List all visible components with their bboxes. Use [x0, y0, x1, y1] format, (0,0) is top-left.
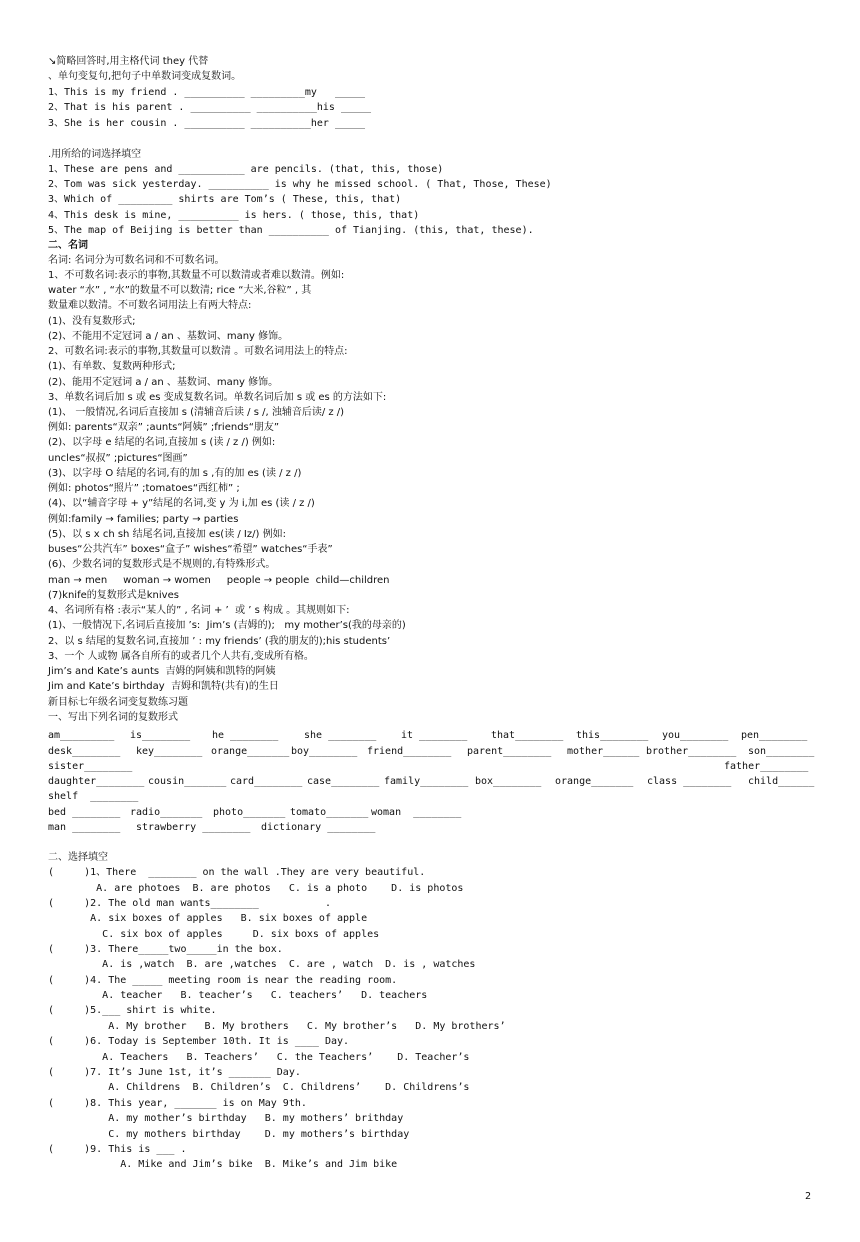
plural-item: boy________: [291, 746, 358, 757]
choose-line: 5、The map of Beijing is better than __________ of Tianjing. (this, that, these).: [48, 225, 534, 236]
noun-line: (6)、少数名词的复数形式是不规则的,有特殊形式。: [48, 559, 276, 570]
plural-item: father________: [724, 761, 809, 772]
plural-item: woman ________: [371, 807, 462, 818]
header-line: 2、That is his parent . __________ __________his _____: [48, 102, 372, 113]
plural-item: case________: [307, 776, 380, 787]
header-line: 1、This is my friend . __________ _________my _____: [48, 87, 366, 98]
noun-line: (4)、以“辅音字母 + y”结尾的名词,变 y 为 i,加 es (读 / z /): [48, 498, 315, 509]
plural-item: bed ________: [48, 807, 121, 818]
noun-line: uncles“叔叔” ;pictures“图画”: [48, 453, 188, 464]
plural-item: box________: [475, 776, 542, 787]
noun-line: (2)、能用不定冠词 a / an 、基数词、many 修饰。: [48, 377, 279, 388]
mc-line: ( )5.___ shirt is white.: [48, 1005, 217, 1016]
plural-row: [48, 806, 812, 819]
choose-line: 4、This desk is mine, __________ is hers. ( those, this, that): [48, 210, 420, 221]
noun-line: man → men woman → women people → people child—children: [48, 575, 390, 586]
mc-line: ( )9. This is ___ .: [48, 1144, 187, 1155]
plural-row: [48, 775, 815, 788]
header-line: 3、She is her cousin . __________ __________her _____: [48, 118, 366, 129]
noun-line: (2)、不能用不定冠词 a / an 、基数词、many 修饰。: [48, 331, 289, 342]
plural-item: you________: [662, 730, 729, 741]
noun-line: (1)、没有复数形式;: [48, 316, 136, 327]
plural-row: [48, 729, 812, 742]
noun-line: 2、以 s 结尾的复数名词,直接加 ’ : my friends’ (我的朋友的);his students’: [48, 636, 391, 647]
mc-line: ( )3. There_____two_____in the box.: [48, 944, 283, 955]
plural-item: strawberry ________: [136, 822, 251, 833]
mc-line: A. Mike and Jim’s bike B. Mike’s and Jim bike: [48, 1159, 398, 1170]
mc-line: ( )8. This year, _______ is on May 9th.: [48, 1098, 307, 1109]
plural-row: [48, 760, 812, 773]
page-number: 2: [805, 1191, 812, 1202]
plural-item: family________: [384, 776, 469, 787]
mc-line: A. my mother’s birthday B. my mothers’ brithday: [48, 1113, 404, 1124]
noun-line: 数量难以数清。不可数名词用法上有两大特点:: [48, 300, 252, 311]
plural-item: card________: [230, 776, 303, 787]
mc-line: A. Childrens B. Children’s C. Childrens’ D. Childrens’s: [48, 1082, 470, 1093]
noun-line: (1)、一般情况下,名词后直接加 ’s: Jim’s (吉姆的); my mother’s(我的母亲的): [48, 620, 406, 631]
plural-item: he ________: [212, 730, 279, 741]
mc-line: ( )1、There ________ on the wall .They are very beautiful.: [48, 867, 426, 878]
plural-row: [48, 745, 815, 758]
noun-line: Jim and Kate’s birthday 吉姆和凯特(共有)的生日: [48, 681, 279, 692]
plural-row: [48, 790, 812, 803]
plural-item: desk________: [48, 746, 121, 757]
noun-line: 例如: photos“照片” ;tomatoes“西红柿” ;: [48, 483, 240, 494]
plural-item: mother______: [567, 746, 640, 757]
plural-item: daughter________: [48, 776, 145, 787]
mc-line: A. Teachers B. Teachers’ C. the Teachers’ D. Teacher’s: [48, 1052, 470, 1063]
mc-line: ( )6. Today is September 10th. It is ____ Day.: [48, 1036, 350, 1047]
plural-item: class ________: [647, 776, 732, 787]
plural-item: key________: [136, 746, 203, 757]
mc-line: A. six boxes of apples B. six boxes of apple: [48, 913, 368, 924]
noun-line: (3)、以字母 O 结尾的名词,有的加 s ,有的加 es (读 / z /): [48, 468, 302, 479]
choose-line: 1、These are pens and ___________ are pencils. (that, this, those): [48, 164, 444, 175]
noun-line: 新目标七年级名词变复数练习题: [48, 697, 188, 708]
plural-item: radio_______: [130, 807, 203, 818]
noun-line: 例如:family → families; party → parties: [48, 514, 239, 525]
plural-item: cousin_______: [148, 776, 227, 787]
mc-line: ( )2. The old man wants________ .: [48, 898, 331, 909]
mc-line: C. six box of apples D. six boxs of apples: [48, 929, 380, 940]
plural-item: am_________: [48, 730, 115, 741]
noun-line: (1)、有单数、复数两种形式;: [48, 361, 176, 372]
plural-row: [48, 821, 812, 834]
section-title-nouns: 二、名词: [48, 240, 88, 251]
noun-line: buses“公共汽车” boxes“盒子” wishes“希望” watches“手表”: [48, 544, 333, 555]
plural-item: friend________: [367, 746, 452, 757]
noun-line: Jim’s and Kate’s aunts 吉姆的阿姨和凯特的阿姨: [48, 666, 276, 677]
plural-item: son________: [748, 746, 815, 757]
noun-line: 3、单数名词后加 s 或 es 变成复数名词。单数名词后加 s 或 es 的方法如下:: [48, 392, 387, 403]
plural-item: orange_______: [211, 746, 290, 757]
noun-line: 名词: 名词分为可数名词和不可数名词。: [48, 255, 225, 266]
choose-line: 2、Tom was sick yesterday. __________ is why he missed school. ( That, Those, These): [48, 179, 552, 190]
noun-line: (1)、 一般情况,名词后直接加 s (清辅音后读 / s /, 浊辅音后读/ z /): [48, 407, 345, 418]
plural-item: man ________: [48, 822, 121, 833]
mc-line: A. are photoes B. are photos C. is a photo D. is photos: [48, 883, 464, 894]
noun-line: 4、名词所有格 :表示“某人的” , 名词 + ’ 或 ’ s 构成 。其规则如下:: [48, 605, 350, 616]
plural-item: brother________: [646, 746, 737, 757]
noun-line: (7)knife的复数形式是knives: [48, 590, 179, 601]
noun-line: 1、不可数名词:表示的事物,其数量不可以数清或者难以数清。例如:: [48, 270, 345, 281]
mc-line: ( )4. The _____ meeting room is near the reading room.: [48, 975, 398, 986]
header-line: 、单句变复句,把句子中单数词变成复数词。: [48, 71, 242, 82]
mc-line: C. my mothers birthday D. my mothers’s birthday: [48, 1129, 410, 1140]
section-title-mc: 二、选择填空: [48, 852, 108, 863]
noun-line: water “水” , “水”的数量不可以数清; rice “大米,谷粒” , 其: [48, 285, 312, 296]
choose-heading: .用所给的词选择填空: [48, 149, 142, 160]
plural-item: shelf ________: [48, 791, 139, 802]
noun-line: 一、写出下列名词的复数形式: [48, 712, 178, 723]
plural-item: it ________: [401, 730, 468, 741]
mc-line: ( )7. It’s June 1st, it’s _______ Day.: [48, 1067, 301, 1078]
plural-item: she ________: [304, 730, 377, 741]
mc-line: A. is ,watch B. are ,watches C. are , watch D. is , watches: [48, 959, 476, 970]
plural-item: dictionary ________: [261, 822, 376, 833]
plural-item: orange_______: [555, 776, 634, 787]
plural-item: that________: [491, 730, 564, 741]
plural-item: sister________: [48, 761, 133, 772]
noun-line: (2)、以字母 e 结尾的名词,直接加 s (读 / z /) 例如:: [48, 437, 276, 448]
mc-line: A. teacher B. teacher’s C. teachers’ D. teachers: [48, 990, 428, 1001]
noun-line: 2、可数名词:表示的事物,其数量可以数清 。可数名词用法上的特点:: [48, 346, 348, 357]
plural-item: tomato_______: [290, 807, 369, 818]
plural-item: parent________: [467, 746, 552, 757]
plural-item: is________: [130, 730, 191, 741]
noun-line: (5)、以 s x ch sh 结尾名词,直接加 es(读 / Iz/) 例如:: [48, 529, 286, 540]
noun-line: 例如: parents“双亲” ;aunts“阿姨” ;friends“朋友”: [48, 422, 280, 433]
mc-line: A. My brother B. My brothers C. My brother’s D. My brothers’: [48, 1021, 506, 1032]
noun-line: 3、一个 人或物 属各自所有的或者几个人共有,变成所有格。: [48, 651, 314, 662]
plural-item: this________: [576, 730, 649, 741]
plural-item: pen________: [741, 730, 808, 741]
header-line: ↘简略回答时,用主格代词 they 代替: [48, 56, 209, 67]
choose-line: 3、Which of _________ shirts are Tom’s ( These, this, that): [48, 194, 402, 205]
plural-item: child______: [748, 776, 815, 787]
plural-item: photo_______: [213, 807, 286, 818]
